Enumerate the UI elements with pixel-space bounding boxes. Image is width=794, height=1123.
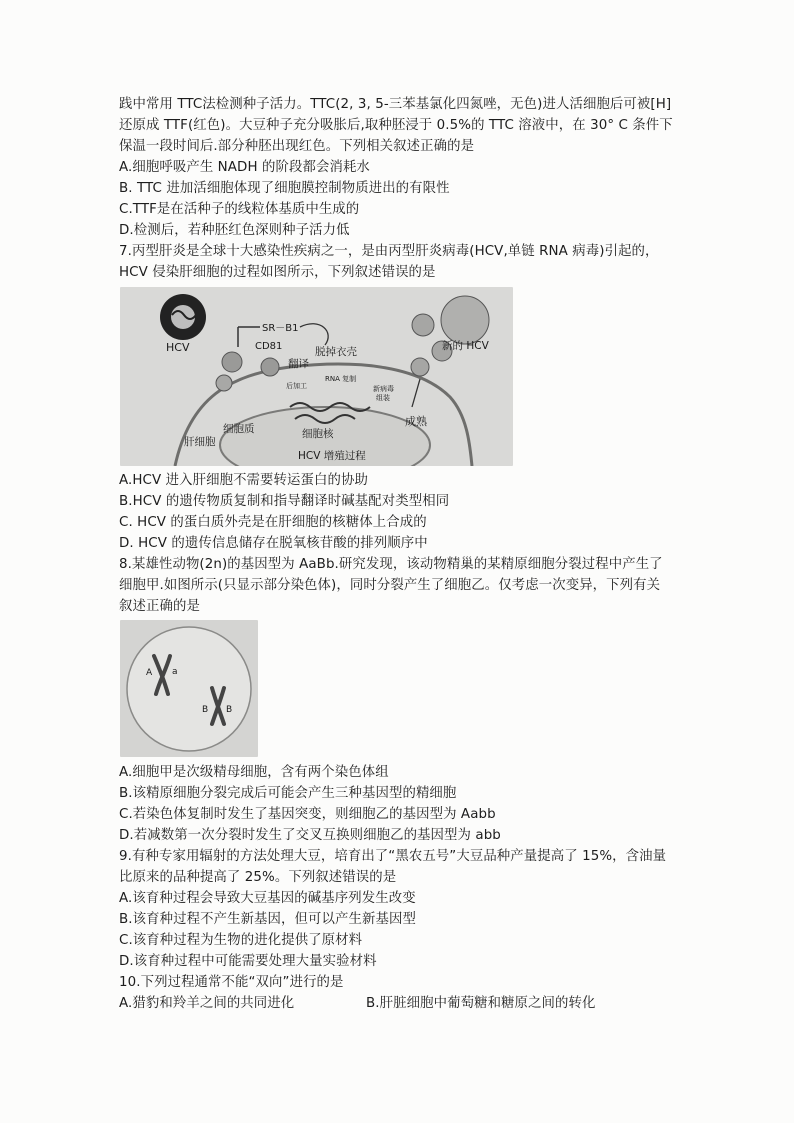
label-sr-b1: SR－B1 [262,323,299,334]
label-uncoat: 脱掉衣壳 [315,346,357,358]
q9-stem-line-1: 9.有种专家用辐射的方法处理大豆，培育出了“黑农五号”大豆品种产量提高了 15%，含油量 [119,849,667,864]
q7-stem-line-1: 7.丙型肝炎是全球十大感染性疾病之一，是由丙型肝炎病毒(HCV,单链 RNA 病毒)引起的， [119,244,659,259]
figure-caption: HCV 增殖过程 [298,450,366,462]
q7-option-b: B.HCV 的遗传物质复制和指导翻译时碱基配对类型相同 [119,494,450,509]
label-cd81: CD81 [255,341,283,352]
entering-virus-icon [216,352,279,391]
q9-option-b: B.该育种过程不产生新基因，但可以产生新基因型 [119,912,416,927]
label-new-virus-2: 组装 [376,394,390,402]
cell-figure-svg [120,620,258,757]
label-gene-B-right: B [226,705,233,715]
label-rna-replication: RNA 复制 [325,375,357,383]
cell-outline [127,627,251,751]
cell-figure [120,620,258,757]
mature-arrow [412,379,420,407]
q10-option-b: B.肝脏细胞中葡萄糖和糖原之间的转化 [366,996,596,1011]
label-cytoplasm: 细胞质 [223,423,255,435]
q9-option-d: D.该育种过程中可能需要处理大量实验材料 [119,954,377,969]
q6-stem-line-2: 还原成 TTF(红色)。大豆种子充分吸胀后,取种胚浸于 0.5%的 TTC 溶液中，在 30° C 条件下 [119,118,673,133]
new-hcv-cluster-icon [411,296,489,376]
q8-option-a: A.细胞甲是次级精母细胞，含有两个染色体组 [119,765,389,780]
label-translate: 翻译 [288,358,309,370]
q8-stem-line-2: 细胞甲.如图所示(只显示部分染色体)，同时分裂产生了细胞乙。仅考虑一次变异，下列有关 [119,578,661,593]
q9-option-a: A.该育种过程会导致大豆基因的碱基序列发生改变 [119,891,416,906]
label-new-virus-1: 新病毒 [373,385,394,393]
hcv-virus-icon [160,294,206,340]
q9-stem-line-2: 比原来的品种提高了 25%。下列叙述错误的是 [119,870,397,885]
q8-stem-line-3: 叙述正确的是 [119,599,200,614]
q9-option-c: C.该育种过程为生物的进化提供了原材料 [119,933,363,948]
q10-stem: 10.下列过程通常不能“双向”进行的是 [119,975,344,990]
label-mature: 成熟 [405,415,427,428]
q7-option-a: A.HCV 进入肝细胞不需要转运蛋白的协助 [119,473,368,488]
label-nucleus: 细胞核 [302,428,334,440]
uncoat-arrow [300,324,328,345]
q7-option-c: C. HCV 的蛋白质外壳是在肝细胞的核糖体上合成的 [119,515,427,530]
label-gene-A: A [146,668,153,678]
q10-option-a: A.猎豹和羚羊之间的共同进化 [119,996,295,1011]
q8-option-d: D.若减数第一次分裂时发生了交叉互换则细胞乙的基因型为 abb [119,828,501,843]
q6-option-c: C.TTF是在活种子的线粒体基质中生成的 [119,202,360,217]
q7-stem-line-2: HCV 侵染肝细胞的过程如图所示，下列叙述错误的是 [119,265,436,280]
hcv-infection-figure [120,287,513,466]
label-gene-B-left: B [202,705,209,715]
label-gene-a: a [172,667,178,677]
q6-option-b: B. TTC 进加活细胞体现了细胞膜控制物质进出的有限性 [119,181,450,196]
q6-stem-line-1: 践中常用 TTC法检测种子活力。TTC(2, 3, 5-三苯基氯化四氮唑，无色)进人活细胞后可被[H] [119,97,672,112]
q6-stem-line-3: 保温一段时间后.部分种胚出现红色。下列相关叙述正确的是 [119,139,475,154]
q8-option-b: B.该精原细胞分裂完成后可能会产生三种基因型的精细胞 [119,786,457,801]
label-hcv: HCV [166,341,190,354]
q8-stem-line-1: 8.某雄性动物(2n)的基因型为 AaBb.研究发现，该动物精巢的某精原细胞分裂过程中产生了 [119,557,663,572]
label-post-process: 后加工 [286,382,307,390]
label-liver-cell: 肝细胞 [184,436,216,448]
hcv-figure-svg [120,287,513,466]
q6-option-d: D.检测后，若种胚红色深则种子活力低 [119,223,350,238]
label-new-hcv: 新的 HCV [442,340,489,352]
q6-option-a: A.细胞呼吸产生 NADH 的阶段都会消耗水 [119,160,370,175]
q8-option-c: C.若染色体复制时发生了基因突变，则细胞乙的基因型为 Aabb [119,807,496,822]
q7-option-d: D. HCV 的遗传信息储存在脱氧核苷酸的排列顺序中 [119,536,428,551]
